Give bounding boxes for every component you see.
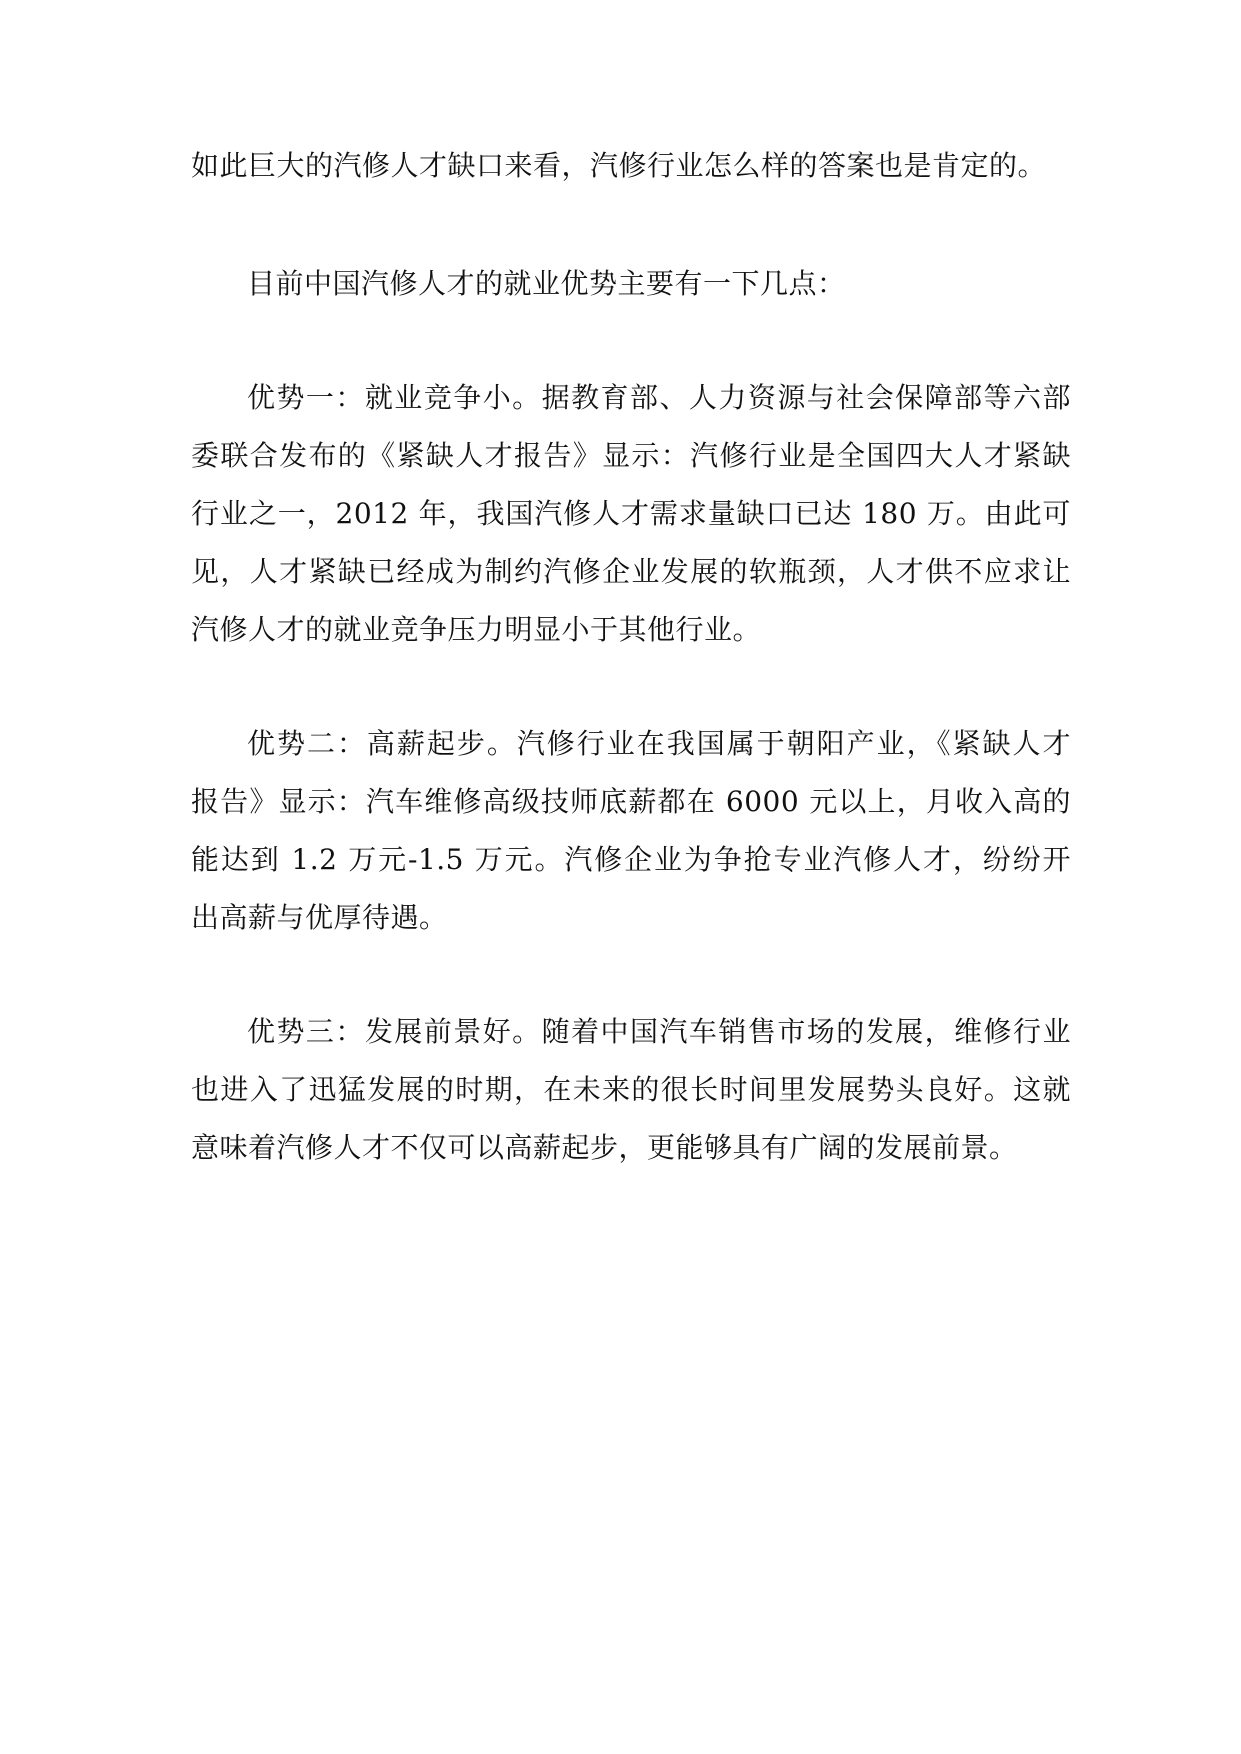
paragraph-line: 委联合发布的《紧缺人才报告》显示：汽修行业是全国四大人才紧缺 [191,439,1071,472]
paragraph-line: 优势三：发展前景好。随着中国汽车销售市场的发展，维修行业 [247,1015,1071,1048]
paragraph-line: 目前中国汽修人才的就业优势主要有一下几点： [247,267,846,300]
paragraph-line: 意味着汽修人才不仅可以高薪起步，更能够具有广阔的发展前景。 [191,1131,1018,1164]
paragraph-line: 行业之一，2012 年，我国汽修人才需求量缺口已达 180 万。由此可 [191,497,1071,530]
paragraph-line: 也进入了迅猛发展的时期，在未来的很长时间里发展势头良好。这就 [191,1073,1071,1106]
paragraph-line: 优势二：高薪起步。汽修行业在我国属于朝阳产业，《紧缺人才 [247,727,1071,760]
paragraph-line: 报告》显示：汽车维修高级技师底薪都在 6000 元以上，月收入高的 [191,785,1071,818]
paragraph-line: 优势一：就业竞争小。据教育部、人力资源与社会保障部等六部 [247,381,1071,414]
paragraph-line: 汽修人才的就业竞争压力明显小于其他行业。 [191,613,762,646]
paragraph-line: 能达到 1.2 万元-1.5 万元。汽修企业为争抢专业汽修人才，纷纷开 [191,843,1071,876]
paragraph-line: 见，人才紧缺已经成为制约汽修企业发展的软瓶颈，人才供不应求让 [191,555,1071,588]
paragraph-line: 如此巨大的汽修人才缺口来看，汽修行业怎么样的答案也是肯定的。 [191,149,1047,182]
paragraph-line: 出高薪与优厚待遇。 [191,901,448,934]
